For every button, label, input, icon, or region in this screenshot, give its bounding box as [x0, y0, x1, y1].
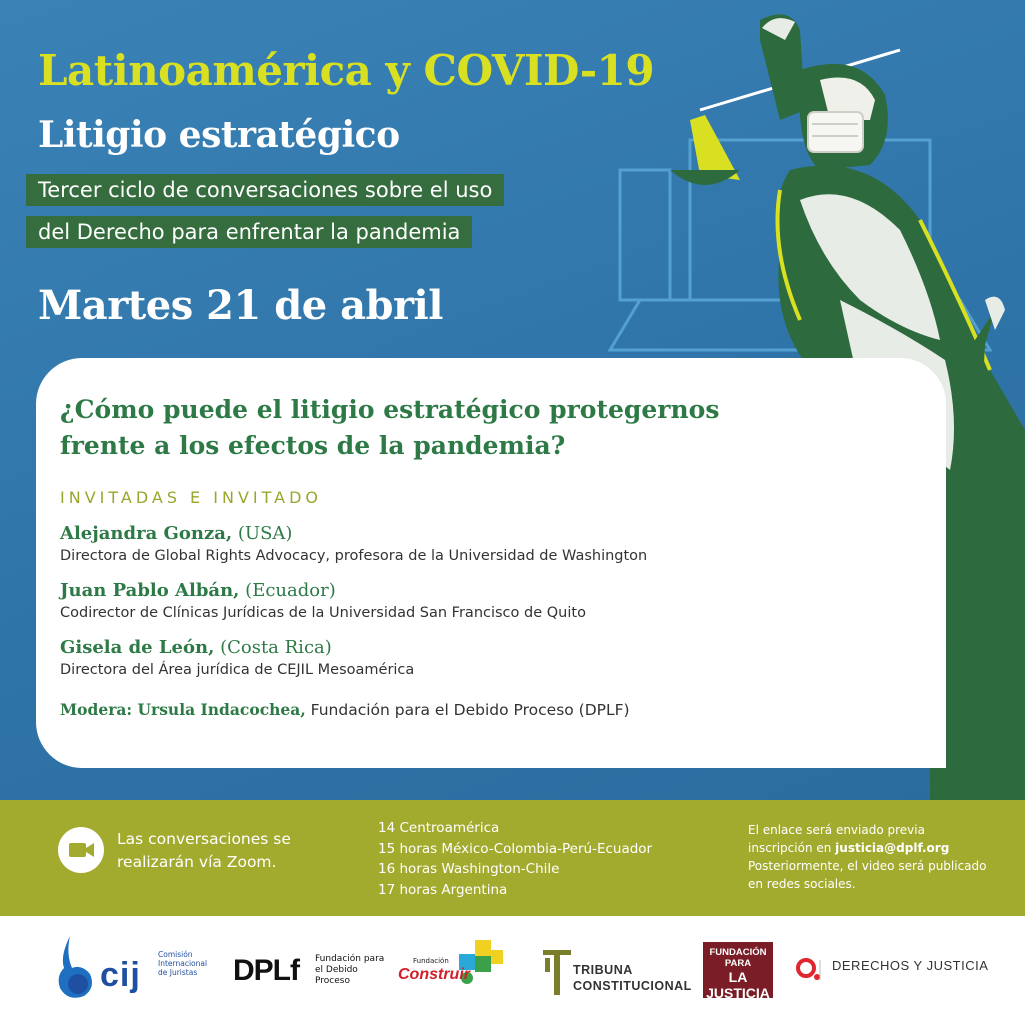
- moderator-org: Fundación para el Debido Proceso (DPLF): [310, 701, 630, 719]
- info-line2: [748, 839, 998, 857]
- tribuna-line1: TRIBUNA: [573, 963, 633, 977]
- construir-logo-prefix: Fundación: [413, 957, 449, 965]
- cij-logo-icon: [50, 936, 98, 1006]
- derechos-justicia-logo-text: DERECHOS Y JUSTICIA: [832, 958, 989, 973]
- derechos-justicia-logo-icon: [795, 956, 821, 982]
- info-line2-prefix: inscripción en: [748, 841, 836, 855]
- event-date: Martes 21 de abril: [38, 282, 443, 329]
- guests-label: INVITADAS E INVITADO: [60, 488, 322, 507]
- moderator-name: Modera: Ursula Indacochea,: [60, 700, 306, 719]
- schedule-item: 14 Centroamérica: [378, 820, 500, 836]
- guest-item: [60, 637, 922, 678]
- guest-name-line: [60, 580, 922, 601]
- guest-name-line: [60, 523, 922, 544]
- schedule-item: 17 horas Argentina: [378, 881, 508, 898]
- guest-role: Directora de Global Rights Advocacy, profesora de la Universidad de Washington: [60, 548, 648, 564]
- cycle-description-line1: Tercer ciclo de conversaciones sobre el uso: [26, 174, 504, 206]
- event-title: Latinoamérica y COVID-19: [38, 46, 655, 95]
- guest-name-line: [60, 637, 922, 658]
- tribuna-logo-text: [573, 962, 692, 994]
- guest-name: Juan Pablo Albán,: [60, 580, 240, 601]
- guest-name: Gisela de León,: [60, 637, 215, 658]
- zoom-line1: Las conversaciones se: [117, 830, 291, 848]
- guest-country: (USA): [237, 523, 293, 544]
- guest-item: [60, 580, 922, 621]
- video-camera-icon: [58, 827, 104, 873]
- fundacion-justicia-logo: [703, 942, 773, 1014]
- session-card: [36, 358, 946, 768]
- guest-name: Alejandra Gonza,: [60, 523, 233, 544]
- registration-email[interactable]: justicia@dplf.org: [835, 841, 950, 855]
- registration-info: [748, 821, 998, 893]
- tribuna-line2: CONSTITUCIONAL: [573, 979, 692, 993]
- session-question: [60, 392, 922, 464]
- guest-country: (Ecuador): [245, 580, 336, 601]
- guest-role: Codirector de Clínicas Jurídicas de la Universidad San Francisco de Quito: [60, 605, 586, 621]
- schedule-item: 15 horas México-Colombia-Perú-Ecuador: [378, 840, 653, 857]
- moderator-line: [60, 700, 922, 719]
- fj-line1: FUNDACIÓN PARA: [709, 947, 767, 969]
- dplf-logo-subtitle: Fundación para el Debido Proceso: [315, 954, 385, 986]
- construir-logo-text: Construir: [398, 966, 470, 983]
- info-bar: [0, 800, 1025, 916]
- cij-logo-text: cij: [100, 956, 141, 994]
- guest-role: Directora del Área jurídica de CEJIL Mesoamérica: [60, 662, 415, 678]
- question-line2: frente a los efectos de la pandemia?: [60, 431, 566, 460]
- zoom-line2: realizarán vía Zoom.: [117, 853, 277, 871]
- event-subtitle: Litigio estratégico: [38, 114, 400, 156]
- guest-country: (Costa Rica): [220, 637, 332, 658]
- cij-logo-subtitle: Comisión Internacional de Juristas: [158, 950, 208, 977]
- fj-line3: Y EL ESTADO DEMOCRÁTICO DE DERECHO: [706, 1003, 770, 1014]
- schedule-list: [378, 818, 652, 900]
- zoom-notice: [117, 828, 337, 874]
- dplf-logo-text: DPLf: [233, 954, 299, 987]
- guest-item: [60, 523, 922, 564]
- info-line4: en redes sociales.: [748, 877, 856, 891]
- question-line1: ¿Cómo puede el litigio estratégico protegernos: [60, 395, 720, 424]
- partner-logos: [0, 916, 1025, 1023]
- cycle-description-line2: del Derecho para enfrentar la pandemia: [26, 216, 472, 248]
- tribuna-logo-icon: [543, 950, 571, 996]
- schedule-item: 16 horas Washington-Chile: [378, 861, 560, 877]
- info-line1: El enlace será enviado previa: [748, 823, 925, 837]
- info-line3: Posteriormente, el video será publicado: [748, 859, 987, 873]
- fj-line2: LA JUSTICIA: [706, 969, 770, 1001]
